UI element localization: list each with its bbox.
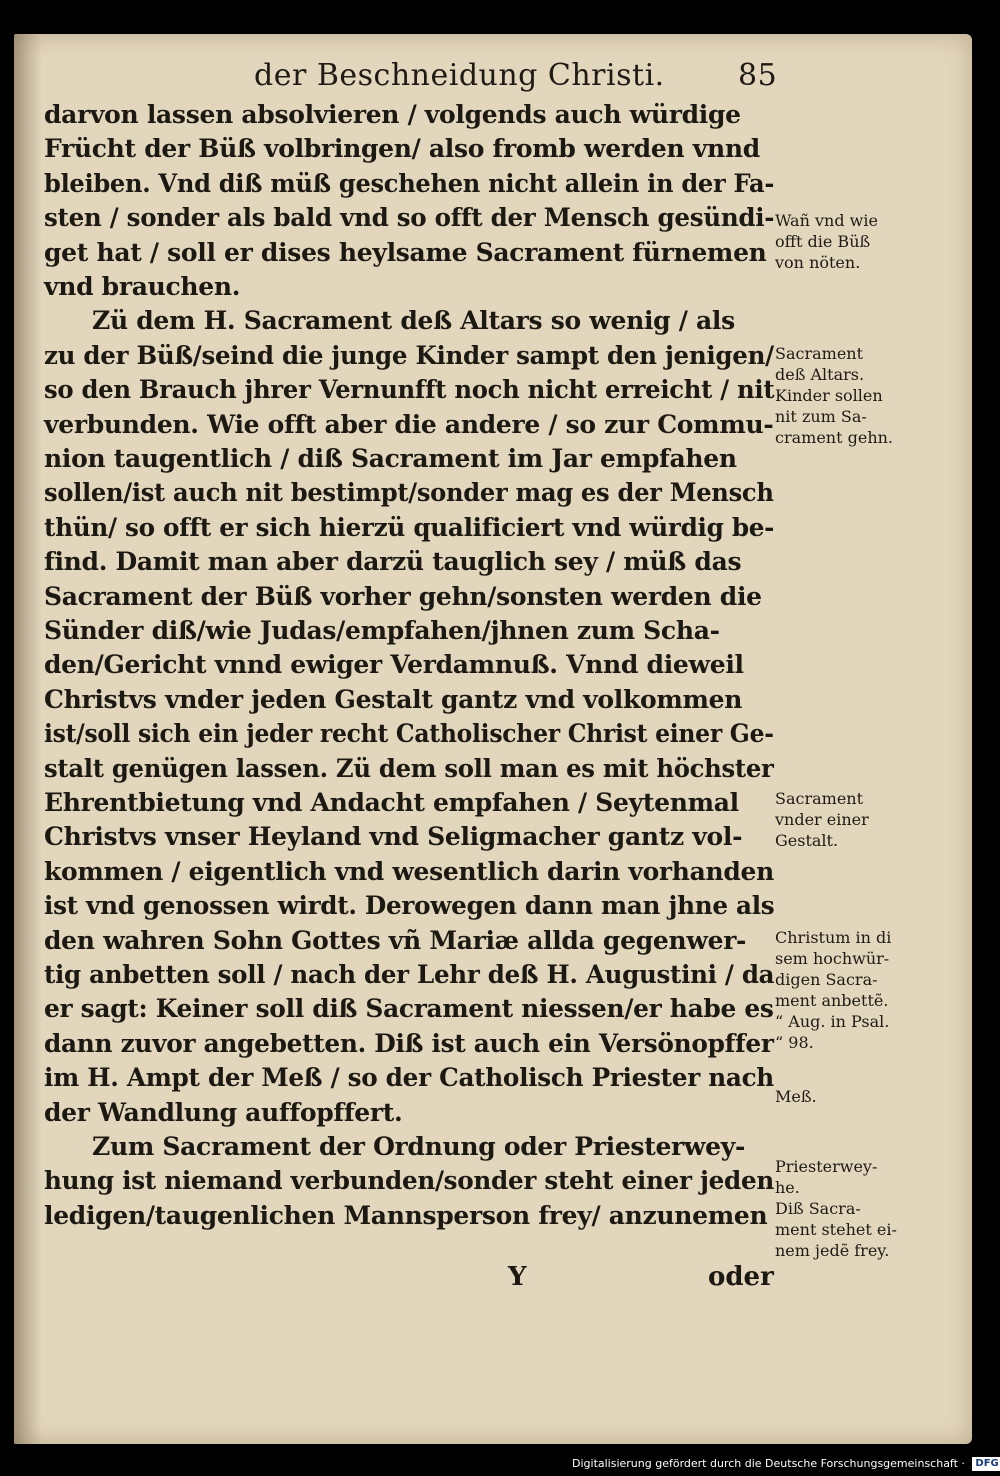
margin-note-line: Kinder sollen xyxy=(775,386,883,405)
text-line: im H. Ampt der Meß / so der Catholisch Priester nach xyxy=(44,1063,774,1093)
margin-note-line: he. xyxy=(775,1178,800,1197)
text-line: sten / sonder als bald vnd so offt der Mensch gesündi- xyxy=(44,203,775,233)
text-line: find. Damit man aber darzü tauglich sey / müß das xyxy=(44,547,742,577)
text-line: zu der Büß/seind die junge Kinder sampt den jenigen/ xyxy=(44,340,774,370)
text-line: tig anbetten soll / nach der Lehr deß H. Augustini / da xyxy=(44,960,775,989)
text-line: nion taugentlich / diß Sacrament im Jar empfahen xyxy=(44,444,737,473)
text-line: Sünder diß/wie Judas/empfahen/jhnen zum Scha- xyxy=(44,616,720,645)
margin-note xyxy=(775,788,925,851)
text-line: verbunden. Wie offt aber die andere / so zur Commu- xyxy=(44,409,774,439)
text-line: Frücht der Büß volbringen/ also fromb werden vnnd xyxy=(44,134,760,164)
text-line: Ehrentbietung vnd Andacht empfahen / Seytenmal xyxy=(44,788,739,817)
text-line: dann zuvor angebetten. Diß ist auch ein Versönopffer xyxy=(44,1028,774,1058)
digitization-footer xyxy=(572,1454,999,1474)
text-line: der Wandlung auffopffert. xyxy=(44,1097,403,1127)
margin-note-line: nem jedẽ frey. xyxy=(775,1241,890,1260)
margin-note xyxy=(775,1086,925,1107)
text-line: ist/soll sich ein jeder recht Catholischer Christ einer Ge- xyxy=(44,719,774,749)
margin-note-line: sem hochwür- xyxy=(775,949,890,968)
text-line: Christvs vnser Heyland vnd Seligmacher gantz vol- xyxy=(44,822,743,852)
margin-note xyxy=(775,1198,925,1261)
footer-credit: Digitalisierung gefördert durch die Deutsche Forschungsgemeinschaft · xyxy=(572,1457,965,1470)
text-line: Zum Sacrament der Ordnung oder Priesterwey- xyxy=(92,1132,746,1161)
margin-note-line: Diß Sacra- xyxy=(775,1199,861,1218)
margin-note xyxy=(775,210,925,273)
margin-note xyxy=(775,343,925,448)
margin-note xyxy=(775,927,925,1053)
text-line: so den Brauch jhrer Vernunfft noch nicht erreicht / nit xyxy=(44,375,775,405)
margin-note-line: Wañ vnd wie xyxy=(775,211,878,230)
text-line: Sacrament der Büß vorher gehn/sonsten werden die xyxy=(44,581,762,611)
margin-note-line: deß Altars. xyxy=(775,365,865,384)
margin-note-line: nit zum Sa- xyxy=(775,407,867,426)
margin-note-line: Sacrament xyxy=(775,789,864,808)
catchword: oder xyxy=(708,1262,774,1292)
margin-note-line: Christum in di xyxy=(775,928,892,947)
running-head xyxy=(254,58,784,93)
text-line: thün/ so offt er sich hierzü qualificiert vnd würdig be- xyxy=(44,512,775,542)
text-line: bleiben. Vnd diß müß geschehen nicht allein in der Fa- xyxy=(44,168,775,198)
text-line: ledigen/taugenlichen Mannsperson frey/ anzunemen xyxy=(44,1200,768,1230)
text-line: darvon lassen absolvieren / volgends auch würdige xyxy=(44,100,741,129)
text-line: sollen/ist auch nit bestimpt/sonder mag es der Mensch xyxy=(44,478,774,508)
margin-note-line: Priesterwey- xyxy=(775,1157,878,1176)
margin-note-line: offt die Büß xyxy=(775,232,871,251)
spine-shadow xyxy=(14,34,42,1444)
margin-note-line: vnder einer xyxy=(775,810,869,829)
text-line: den wahren Sohn Gottes vñ Mariæ allda gegenwer- xyxy=(44,925,747,955)
text-line: Christvs vnder jeden Gestalt gantz vnd volkommen xyxy=(44,684,743,714)
margin-note-line: “ 98. xyxy=(775,1033,814,1052)
margin-note-line: von nöten. xyxy=(775,253,861,272)
signature-mark: Y xyxy=(508,1262,527,1292)
margin-note-line: Meß. xyxy=(775,1087,817,1106)
margin-note-line: Sacrament xyxy=(775,344,864,363)
margin-note-line: ment anbettẽ. xyxy=(775,991,889,1010)
margin-note-line: ment stehet ei- xyxy=(775,1220,897,1239)
dfg-logo: DFG xyxy=(972,1457,1000,1471)
text-line: hung ist niemand verbunden/sonder steht einer jeden xyxy=(44,1166,774,1196)
text-line: stalt genügen lassen. Zü dem soll man es mit höchster xyxy=(44,753,774,783)
margin-note xyxy=(775,1156,925,1198)
text-line: get hat / soll er dises heylsame Sacrament fürnemen xyxy=(44,237,767,267)
text-line: Zü dem H. Sacrament deß Altars so wenig / als xyxy=(92,306,735,336)
page-number: 85 xyxy=(738,58,778,93)
text-line: er sagt: Keiner soll diß Sacrament niessen/er habe es xyxy=(44,994,774,1024)
text-line: vnd brauchen. xyxy=(44,272,241,301)
text-line: ist vnd genossen wirdt. Derowegen dann man jhne als xyxy=(44,891,775,921)
margin-note-line: digen Sacra- xyxy=(775,970,878,989)
margin-note-line: crament gehn. xyxy=(775,428,894,447)
running-title: der Beschneidung Christi. xyxy=(254,58,665,93)
text-line: kommen / eigentlich vnd wesentlich darin vorhanden xyxy=(44,856,774,886)
margin-note-line: “ Aug. in Psal. xyxy=(775,1012,890,1031)
text-line: den/Gericht vnnd ewiger Verdamnuß. Vnnd dieweil xyxy=(44,650,744,680)
margin-note-line: Gestalt. xyxy=(775,831,839,850)
